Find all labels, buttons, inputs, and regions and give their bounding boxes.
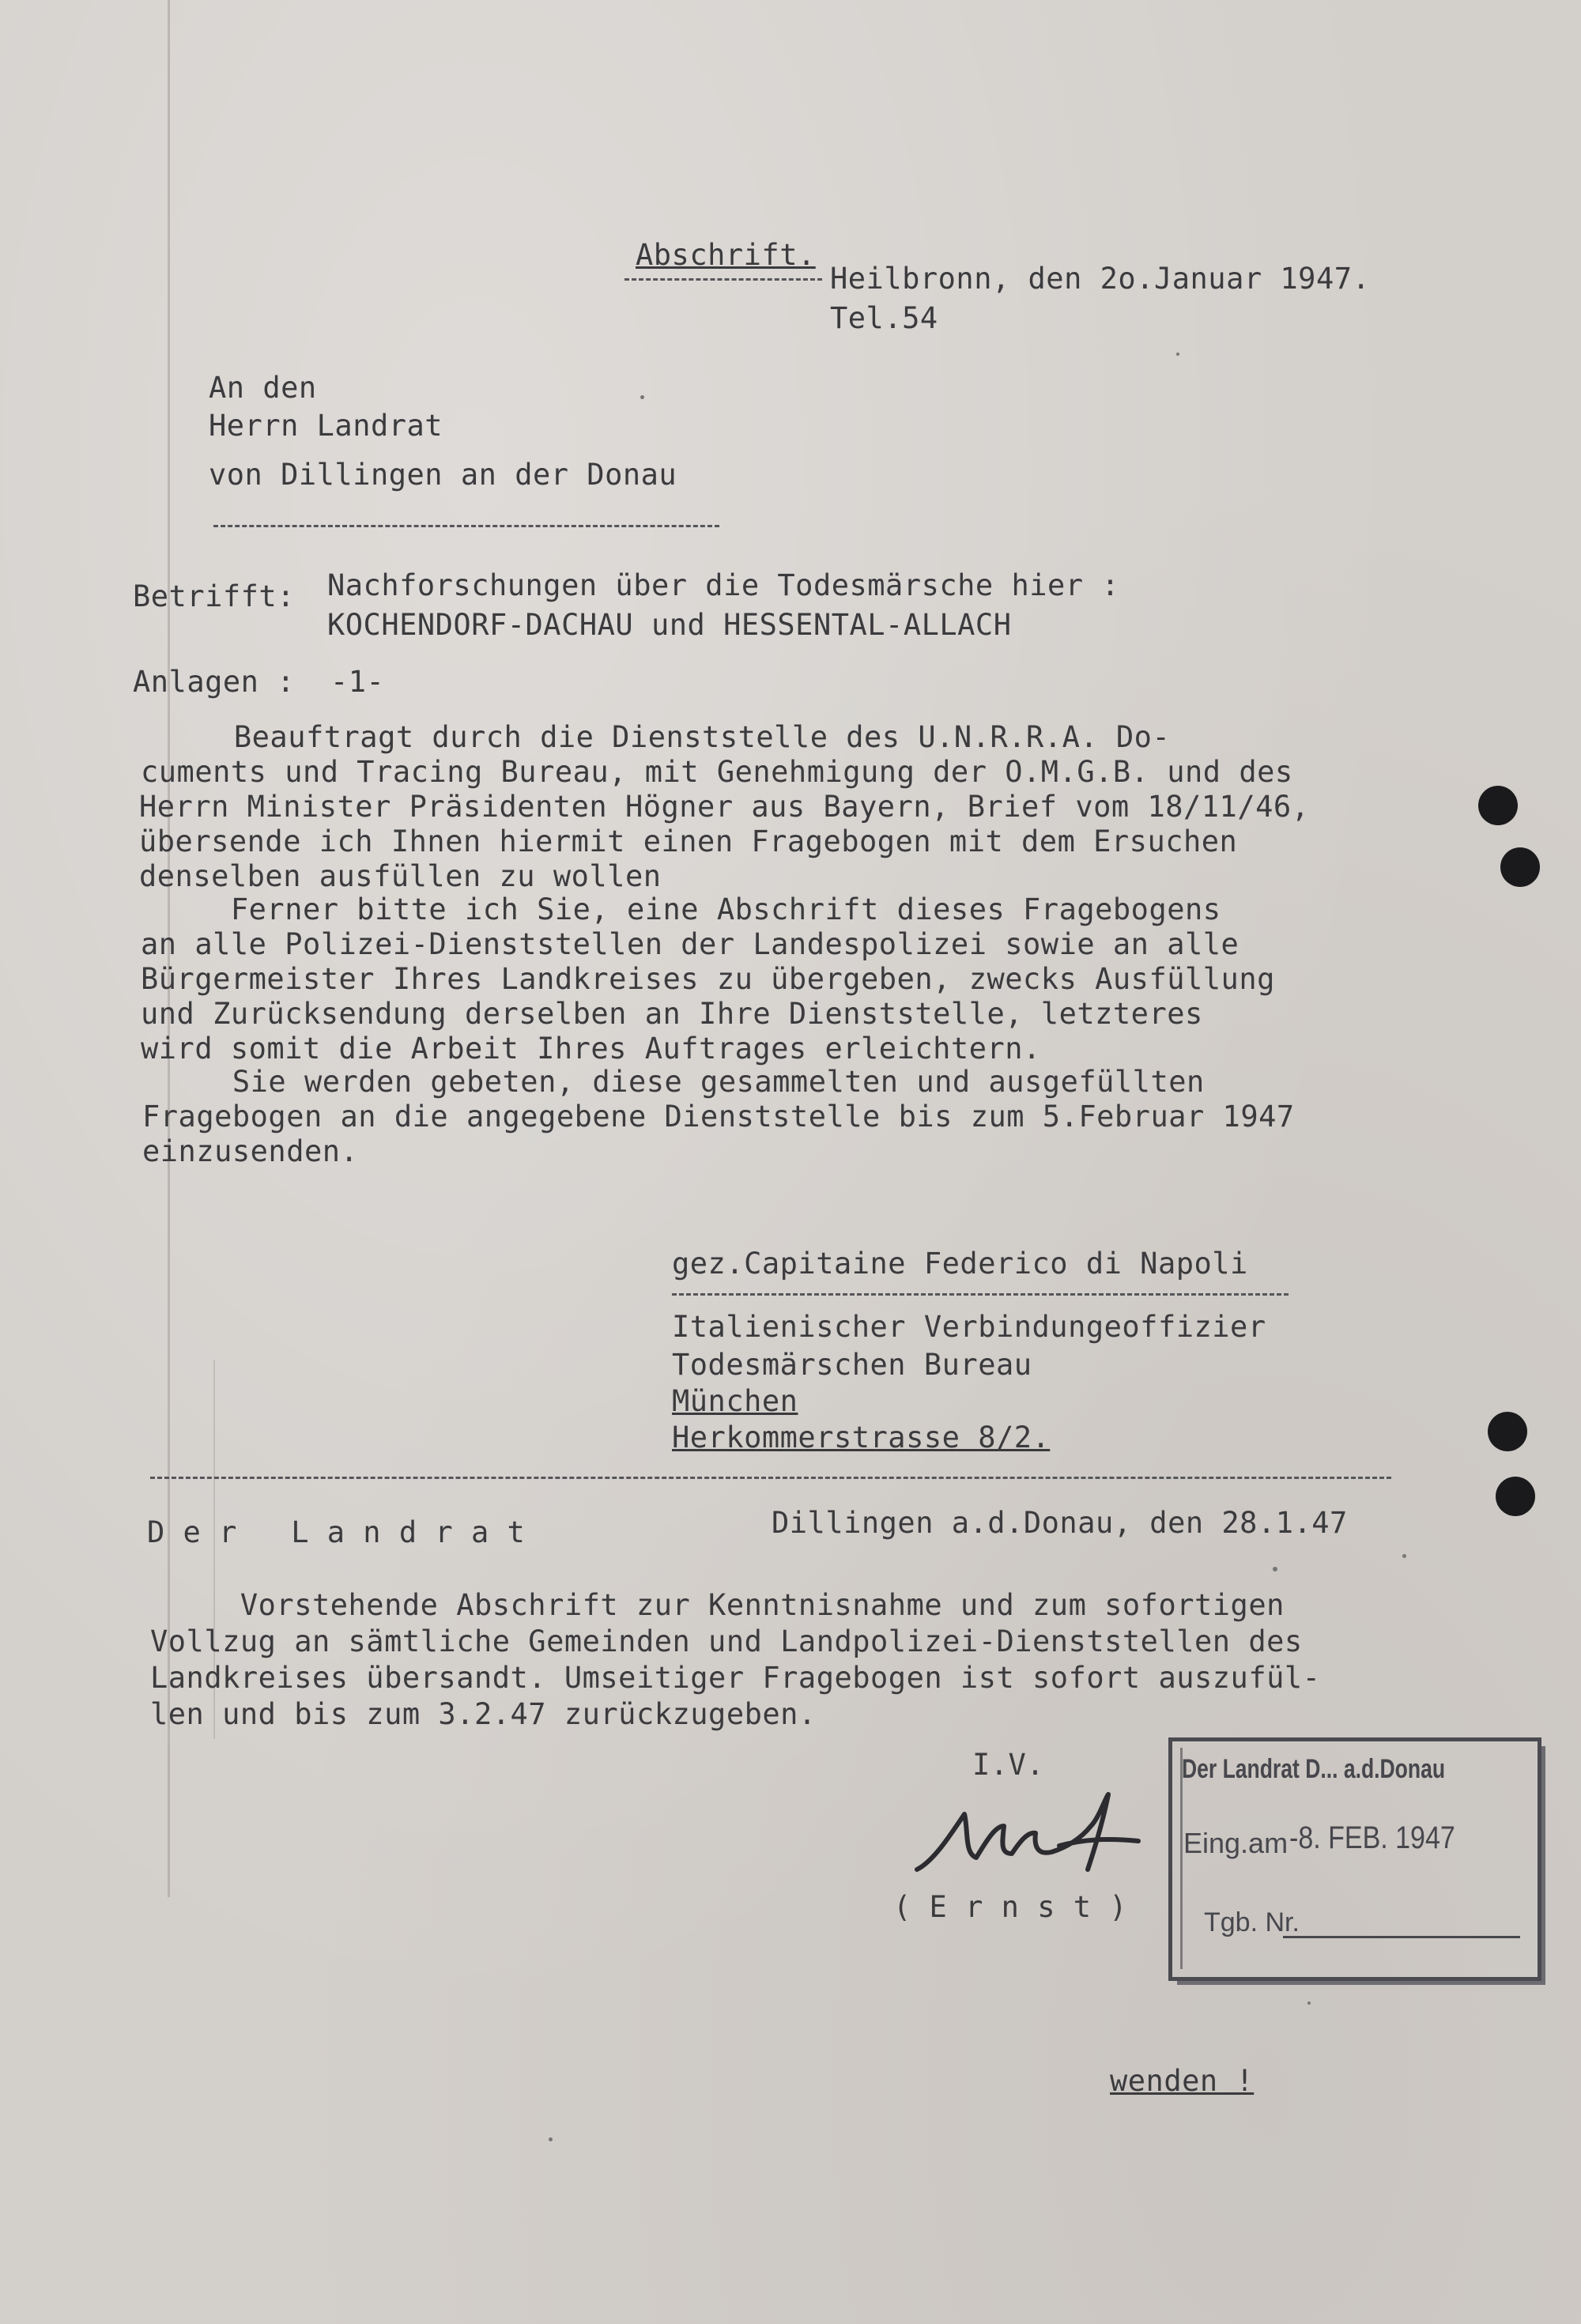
subject-line: KOCHENDORF-DACHAU und HESSENTAL-ALLACH	[327, 608, 1012, 642]
body-line: Fragebogen an die angegebene Dienststelle bis zum 5.Februar 1947	[142, 1100, 1295, 1134]
body-line: und Zurücksendung derselben an Ihre Dienststelle, letzteres	[141, 997, 1203, 1031]
body-line: an alle Polizei-Dienststellen der Landespolizei sowie an alle	[141, 927, 1240, 961]
paper-speck	[640, 395, 644, 399]
body-line: Herrn Minister Präsidenten Högner aus Bayern, Brief vom 18/11/46,	[139, 790, 1310, 824]
stamp-received-label: Eing.am	[1183, 1827, 1289, 1859]
signature-line: Todesmärschen Bureau	[672, 1348, 1032, 1382]
paper-speck	[1273, 1567, 1277, 1571]
subject-line: Nachforschungen über die Todesmärsche hier :	[327, 568, 1120, 602]
punch-hole	[1496, 1477, 1535, 1516]
paper-speck	[1307, 2001, 1311, 2005]
forward-line: Vorstehende Abschrift zur Kenntnisnahme und zum sofortigen	[150, 1588, 1285, 1622]
section-divider	[150, 1477, 1391, 1479]
recipient-line: Herrn Landrat	[209, 409, 443, 443]
body-line: übersende ich Ihnen hiermit einen Fragebogen mit dem Ersuchen	[139, 824, 1238, 858]
receipt-stamp	[1168, 1737, 1541, 1981]
body-line: Bürgermeister Ihres Landkreises zu übergeben, zwecks Ausfüllung	[141, 962, 1275, 996]
body-line: wird somit die Arbeit Ihres Auftrages erleichtern.	[141, 1032, 1041, 1066]
forward-line: Landkreises übersandt. Umseitiger Fragebogen ist sofort auszufül-	[150, 1661, 1321, 1695]
turn-over-note: wenden !	[1110, 2064, 1255, 2098]
body-line: Sie werden gebeten, diese gesammelten und ausgefüllten	[142, 1065, 1205, 1099]
phone: Tel.54	[830, 301, 938, 335]
signer-name: ( E r n s t )	[893, 1890, 1128, 1924]
signature-line: gez.Capitaine Federico di Napoli	[672, 1247, 1248, 1281]
signature-line: Italienischer Verbindungeoffizier	[672, 1310, 1266, 1344]
paper-speck	[549, 2137, 553, 2141]
recipient-line: von Dillingen an der Donau	[209, 458, 677, 492]
paper-speck	[1176, 353, 1179, 356]
handwritten-signature	[901, 1783, 1170, 1893]
attachments-value: -1-	[330, 665, 385, 699]
paper-speck	[1402, 1554, 1406, 1558]
punch-hole	[1500, 847, 1540, 887]
recipient-dashes	[213, 525, 719, 527]
signature-dashes	[672, 1293, 1289, 1296]
forward-line: Vollzug an sämtliche Gemeinden und Landpolizei-Dienststellen des	[150, 1624, 1303, 1658]
body-line: cuments und Tracing Bureau, mit Genehmigung der O.M.G.B. und des	[141, 755, 1293, 789]
header-dashes	[624, 278, 822, 281]
signature-line: Herkommerstrasse 8/2.	[672, 1420, 1051, 1454]
body-line: Ferner bitte ich Sie, eine Abschrift dieses Fragebogens	[141, 892, 1221, 926]
punch-hole	[1478, 786, 1518, 825]
attachments-label: Anlagen :	[133, 665, 295, 699]
recipient-line: An den	[209, 371, 317, 405]
iv-label: I.V.	[972, 1748, 1045, 1782]
stamp-journal-label: Tgb. Nr.	[1204, 1907, 1300, 1937]
signature-line: München	[672, 1384, 798, 1418]
stamp-title: Der Landrat D... a.d.Donau	[1182, 1754, 1446, 1784]
body-line: denselben ausfüllen zu wollen	[139, 859, 662, 893]
forward-place-date: Dillingen a.d.Donau, den 28.1.47	[772, 1506, 1348, 1540]
body-line: Beauftragt durch die Dienststelle des U.N.R.R.A. Do-	[144, 720, 1171, 754]
stamp-journal-rule	[1283, 1936, 1520, 1938]
punch-hole	[1488, 1412, 1527, 1451]
forward-line: len und bis zum 3.2.47 zurückzugeben.	[150, 1697, 817, 1731]
place-date: Heilbronn, den 2o.Januar 1947.	[830, 262, 1371, 296]
stamp-received-date: -8. FEB. 1947	[1289, 1820, 1455, 1855]
body-line: einzusenden.	[142, 1134, 359, 1168]
forward-sender: D e r L a n d r a t	[147, 1515, 526, 1549]
copy-label: Abschrift.	[636, 238, 816, 272]
subject-label: Betrifft:	[133, 579, 295, 613]
